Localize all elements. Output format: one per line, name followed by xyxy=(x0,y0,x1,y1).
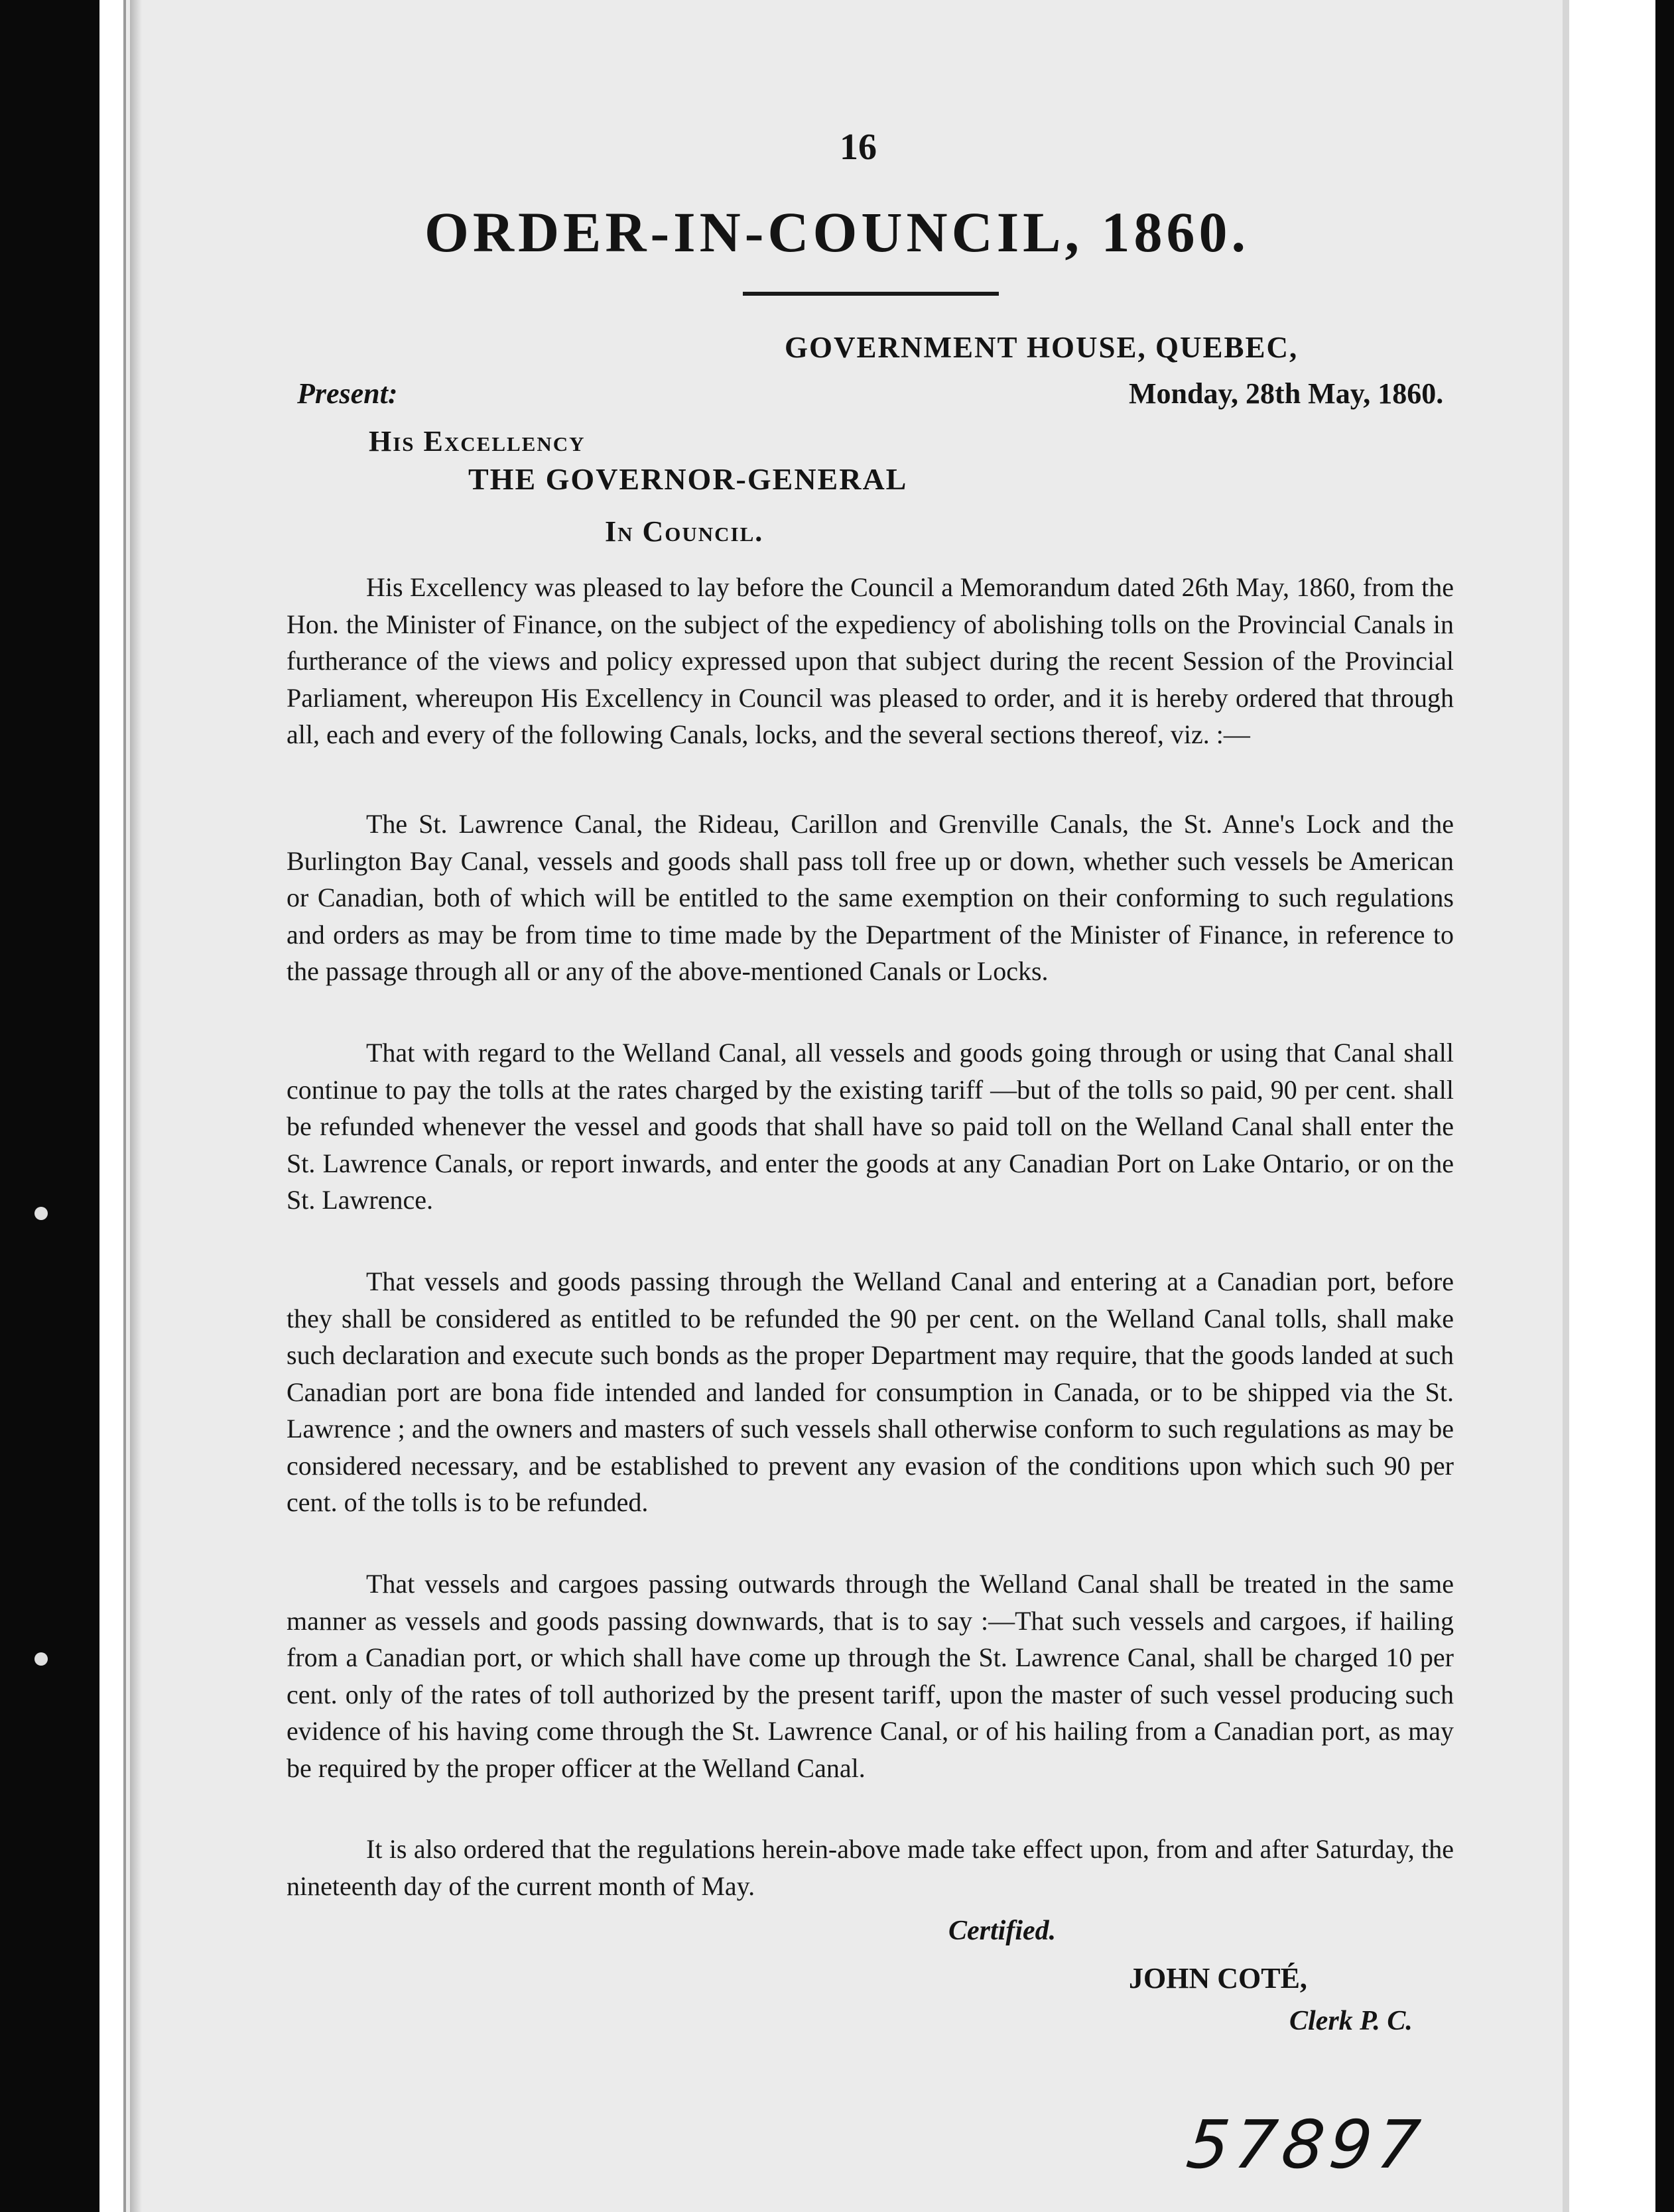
scan-speck xyxy=(34,1207,48,1220)
body-paragraph: It is also ordered that the regulations herein-above made take effect upon, from and after Saturday, the nineteenth day of the current month of May. xyxy=(287,1834,1454,1901)
document-title: ORDER-IN-COUNCIL, 1860. xyxy=(424,200,1250,264)
body-paragraph: The St. Lawrence Canal, the Rideau, Carillon and Grenville Canals, the St. Anne's Lock and the Burlington Bay Canal, vessels and goods shall pass toll free up or down, whether such vessels be American or Canadian, both of which will be entitled to the same exemption on their conforming to such regulations and orders as may be from time to time made by the Department of the Minister of Finance, in reference to the passage through all or any of the above-mentioned Canals or Locks. xyxy=(287,809,1454,986)
body-paragraph: That with regard to the Welland Canal, all vessels and goods going through or using that Canal shall continue to pay the tolls at the rates charged by the existing tariff —but of the tolls so paid, 90 per cent. shall be refunded whenever the vessel and goods that shall have so paid toll on the Welland Canal shall enter the St. Lawrence Canals, or report inwards, and enter the goods at any Canadian Port on Lake Ontario, or on the St. Lawrence. xyxy=(287,1038,1454,1215)
date-line: Monday, 28th May, 1860. xyxy=(1129,377,1444,410)
body-paragraph: That vessels and goods passing through the Welland Canal and entering at a Canadian port, before they shall be considered as entitled to be refunded the 90 per cent. on the Welland Canal tolls, shall make such declaration and execute such bonds as the proper Department may require, that the goods landed at such Canadian port are bona fide intended and landed for consumption in Canada, or to be shipped via the St. Lawrence ; and the owners and masters of such vessels shall otherwise conform to such regulations as may be considered necessary, and be established to prevent any evasion of the conditions upon which such 90 per cent. of the tolls is to be refunded. xyxy=(287,1266,1454,1517)
scanner-edge-right xyxy=(1655,0,1674,2212)
page-edge-shadow xyxy=(1563,0,1569,2212)
body-paragraph: His Excellency was pleased to lay before the Council a Memorandum dated 26th May, 1860, from the Hon. the Minister of Finance, on the subject of the expediency of abolishing tolls on the Provincial Canals in furtherance of the views and policy expressed upon that subject during the recent Session of the Provincial Parliament, whereupon His Excellency in Council was pleased to order, and it is hereby ordered that through all, each and every of the following Canals, locks, and the several sections thereof, viz. :— xyxy=(287,572,1454,749)
body-paragraph: That vessels and cargoes passing outwards through the Welland Canal shall be treated in the same manner as vessels and goods passing downwards, that is to say :—That such vessels and cargoes, if hailing from a Canadian port, or which shall have come up through the St. Lawrence Canal, shall be charged 10 per cent. only of the rates of toll authorized by the present tariff, upon the master of such vessel producing such evidence of his having come through the St. Lawrence Canal, or of his hailing from a Canadian port, as may be required by the proper officer at the Welland Canal. xyxy=(287,1569,1454,1783)
location-heading: GOVERNMENT HOUSE, QUEBEC, xyxy=(785,331,1299,364)
present-label: Present: xyxy=(297,377,398,410)
address-line-governor-general: THE GOVERNOR-GENERAL xyxy=(468,462,908,496)
address-line-his-excellency: His Excellency xyxy=(369,425,586,458)
title-rule xyxy=(743,292,999,296)
certified-label: Certified. xyxy=(948,1916,1057,1946)
scan-speck xyxy=(34,1652,48,1666)
signer-name: JOHN COTÉ, xyxy=(1129,1962,1307,1995)
scanner-edge-left xyxy=(0,0,99,2212)
address-line-in-council: In Council. xyxy=(605,515,764,548)
page-number: 16 xyxy=(840,127,877,168)
handwritten-catalog-number: 57897 xyxy=(1183,2106,1429,2183)
signer-title: Clerk P. C. xyxy=(1289,2006,1413,2036)
